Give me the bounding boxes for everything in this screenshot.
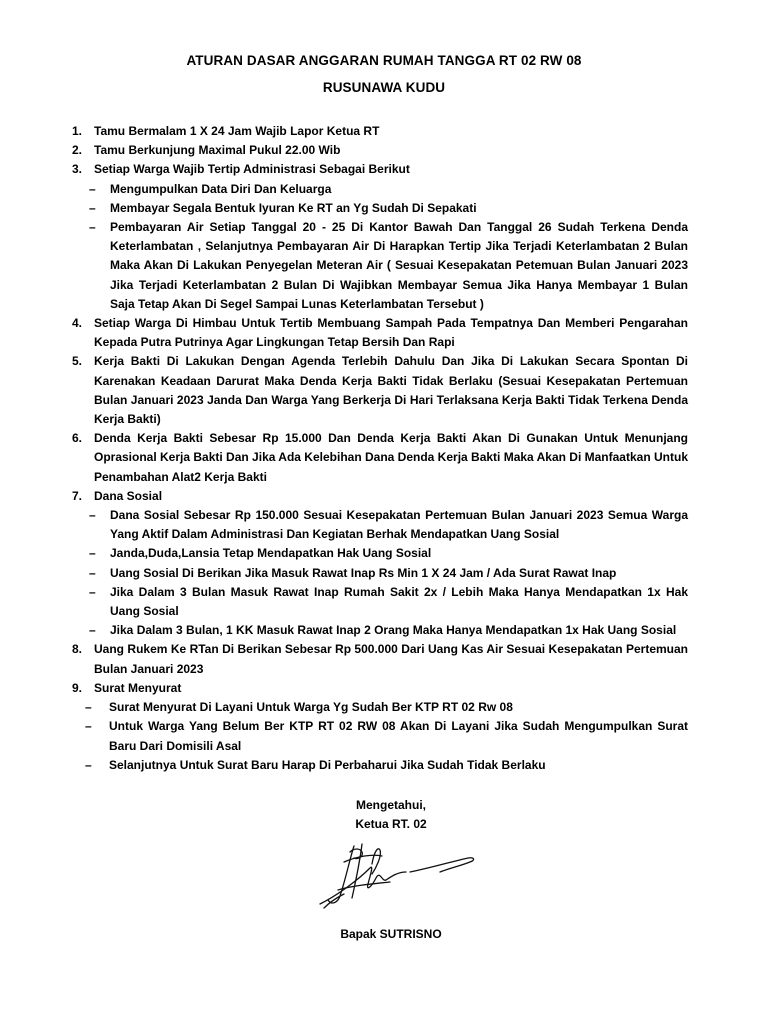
rule-number: 1. <box>72 124 83 138</box>
subitem-text: Janda,Duda,Lansia Tetap Mendapatkan Hak Uang Sosial <box>110 546 432 561</box>
rule-subitem <box>72 218 688 314</box>
rule-subitem <box>72 583 688 621</box>
dash-bullet: – <box>89 546 96 561</box>
subitem-text: Jika Dalam 3 Bulan Masuk Rawat Inap Rumah Sakit 2x / Lebih Maka Hanya Mendapatkan 1x Hak Uang Sosial <box>110 584 688 619</box>
rule-text: Dana Sosial <box>94 488 163 503</box>
rule-subitem <box>72 717 688 755</box>
rule-number: 4. <box>72 316 83 331</box>
rule-subitem <box>72 756 688 775</box>
handwritten-signature <box>310 838 490 918</box>
dash-bullet: – <box>89 565 96 580</box>
rule-text: Surat Menyurat <box>94 680 182 695</box>
rule-text: Uang Rukem Ke RTan Di Berikan Sebesar Rp 500.000 Dari Uang Kas Air Sesuai Kesepakatan Pertemuan Bulan Januari 2023 <box>94 642 688 676</box>
rule-subitem <box>72 180 688 199</box>
dash-bullet: – <box>89 181 96 196</box>
subitem-text: Membayar Segala Bentuk Iyuran Ke RT an Yg Sudah Di Sepakati <box>110 200 477 215</box>
rule-number: 2. <box>72 143 83 158</box>
rule-item <box>72 141 688 160</box>
rule-number: 3. <box>72 162 83 177</box>
dash-bullet: – <box>89 508 96 523</box>
rule-number: 8. <box>72 642 83 657</box>
signer-name: Bapak SUTRISNO <box>340 927 442 941</box>
dash-bullet: – <box>89 220 96 235</box>
rule-item <box>72 352 688 429</box>
subitem-text: Dana Sosial Sebesar Rp 150.000 Sesuai Kesepakatan Pertemuan Bulan Januari 2023 Semua Warga Yang Aktif Dalam Administrasi Dan Kegiatan Berhak Mendapatkan Uang Sosial <box>110 508 688 542</box>
rule-item <box>72 314 688 352</box>
rule-text: Setiap Warga Wajib Tertip Administrasi Sebagai Berikut <box>94 162 410 177</box>
subitem-text: Untuk Warga Yang Belum Ber KTP RT 02 RW 08 Akan Di Layani Jika Sudah Mengumpulkan Surat Baru Dari Domisili Asal <box>109 719 688 753</box>
dash-bullet: – <box>89 623 96 638</box>
subitem-text: Uang Sosial Di Berikan Jika Masuk Rawat Inap Rs Min 1 X 24 Jam / Ada Surat Rawat Inap <box>110 565 617 580</box>
dash-bullet: – <box>85 700 92 715</box>
rule-subitem <box>72 621 688 640</box>
rule-text: Setiap Warga Di Himbau Untuk Tertib Membuang Sampah Pada Tempatnya Dan Memberi Pengarahan Kepada Putra Putrinya Agar Lingkungan Tetap Bersih Dan Rapi <box>94 316 688 350</box>
dash-bullet: – <box>85 719 92 734</box>
rule-subitem <box>72 544 688 563</box>
document-subtitle: RUSUNAWA KUDU <box>322 80 446 95</box>
rule-number: 9. <box>72 680 83 695</box>
document-title: ATURAN DASAR ANGGARAN RUMAH TANGGA RT 02 RW 08 <box>186 53 582 68</box>
rule-text: Denda Kerja Bakti Sebesar Rp 15.000 Dan Denda Kerja Bakti Akan Di Gunakan Untuk Menunjang Oprasional Kerja Bakti Dan Jika Ada Kelebihan Dana Denda Kerja Bakti Maka Akan Di Manfaatkan Untuk Penambahan Alat2 Kerja Bakti <box>94 431 688 484</box>
rule-text: Tamu Bermalam 1 X 24 Jam Wajib Lapor Ketua RT <box>94 124 380 138</box>
rule-item <box>72 429 688 487</box>
rules-list <box>72 122 688 775</box>
rule-subitem <box>72 698 688 717</box>
subitem-text: Surat Menyurat Di Layani Untuk Warga Yg Sudah Ber KTP RT 02 Rw 08 <box>109 700 513 715</box>
dash-bullet: – <box>89 584 96 599</box>
rule-subitem <box>72 564 688 583</box>
rule-item <box>72 679 688 698</box>
signer-position: Ketua RT. 02 <box>355 817 427 831</box>
rule-number: 6. <box>72 431 83 446</box>
subitem-text: Selanjutnya Untuk Surat Baru Harap Di Perbaharui Jika Sudah Tidak Berlaku <box>109 757 546 772</box>
rule-text: Kerja Bakti Di Lakukan Dengan Agenda Terlebih Dahulu Dan Jika Di Lakukan Secara Spontan Di Karenakan Keadaan Darurat Maka Denda Kerja Bakti Tidak Berlaku (Sesuai Kesepakatan Pertemuan Bulan Januari 2023 Janda Dan Warga Yang Berkerja Di Hari Terlaksana Kerja Bakti Tidak Terkena Denda Kerja Bakti) <box>94 354 688 427</box>
rule-number: 5. <box>72 354 83 369</box>
rule-item <box>72 640 688 678</box>
rule-item <box>72 487 688 506</box>
subitem-text: Pembayaran Air Setiap Tanggal 20 - 25 Di Kantor Bawah Dan Tanggal 26 Sudah Terkena Denda Keterlambatan , Selanjutnya Pembayaran Air Di Harapkan Tertip Jika Terjadi Keterlambatan 2 Bulan Maka Akan Di Lakukan Penyegelan Meteran Air ( Sesuai Kesepakatan Petemuan Bulan Januari 2023 Jika Terjadi Keterlambatan 2 Bulan Di Wajibkan Membayar Semua Jika Hanya Membayar 1 Bulan Saja Tetap Akan Di Segel Sampai Lunas Keterlambatan Tersebut ) <box>110 220 688 311</box>
dash-bullet: – <box>85 757 92 772</box>
subitem-text: Jika Dalam 3 Bulan, 1 KK Masuk Rawat Inap 2 Orang Maka Hanya Mendapatkan 1x Hak Uang Sosial <box>110 623 677 638</box>
rule-subitem <box>72 506 688 544</box>
rule-subitem <box>72 199 688 218</box>
acknowledged-label: Mengetahui, <box>355 798 426 812</box>
rule-item <box>72 122 688 141</box>
dash-bullet: – <box>89 200 96 215</box>
rule-item <box>72 160 688 179</box>
rule-text: Tamu Berkunjung Maximal Pukul 22.00 Wib <box>94 143 341 158</box>
subitem-text: Mengumpulkan Data Diri Dan Keluarga <box>110 181 332 196</box>
rule-number: 7. <box>72 488 83 503</box>
